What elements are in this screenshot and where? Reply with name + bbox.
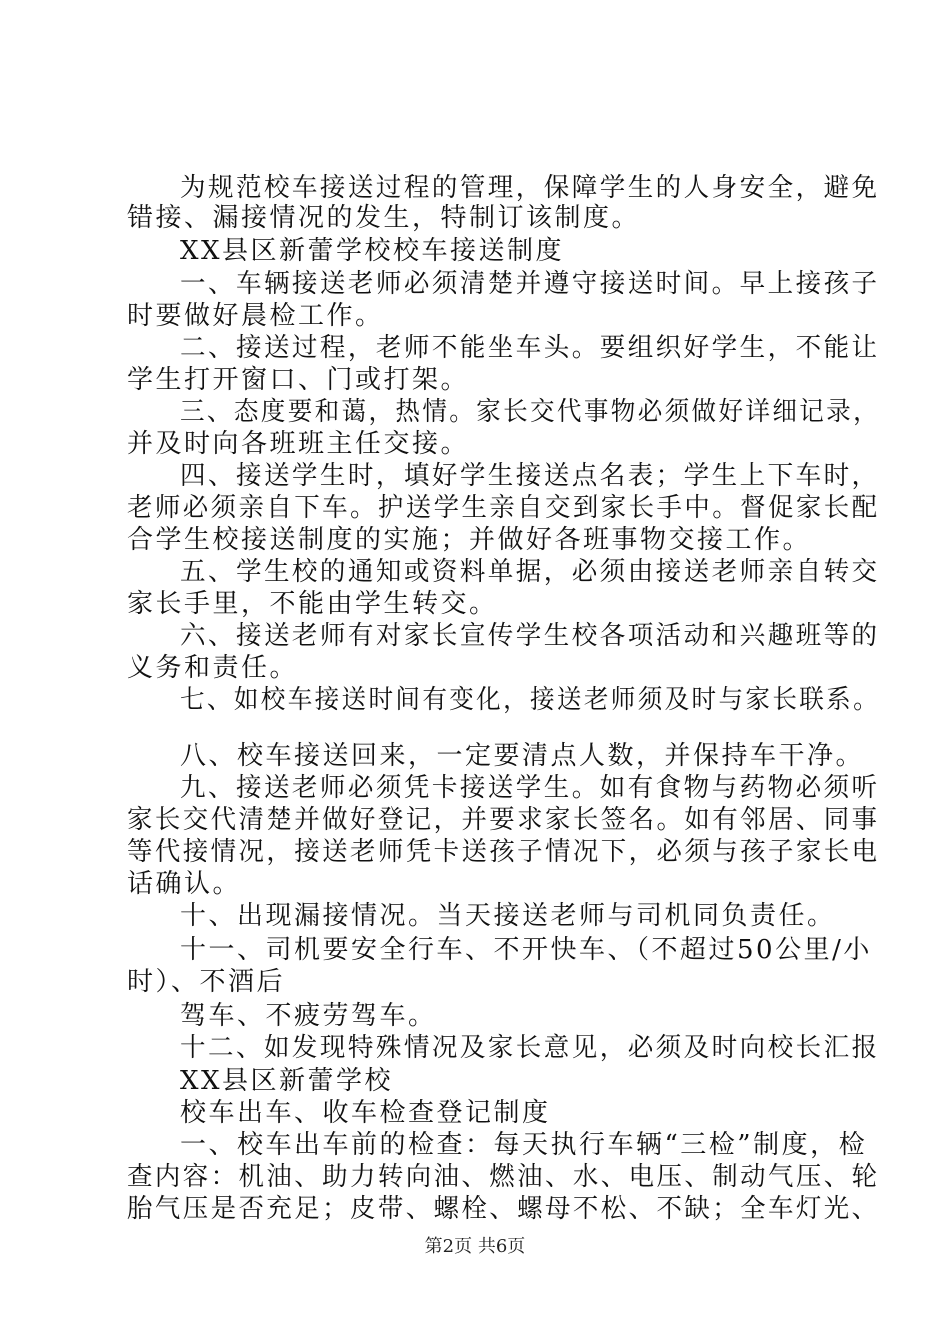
text-line: 老师必须亲自下车。护送学生亲自交到家长手中。督促家长配 <box>127 493 880 523</box>
text-line: 四、接送学生时，填好学生接送点名表；学生上下车时， <box>180 461 880 491</box>
text-line: 一、车辆接送老师必须清楚并遵守接送时间。早上接孩子 <box>180 269 880 299</box>
text-line: 错接、漏接情况的发生，特制订该制度。 <box>127 203 641 233</box>
section-heading: XX县区新蕾学校校车接送制度 <box>180 236 565 266</box>
text-line: 查内容：机油、助力转向油、燃油、水、电压、制动气压、轮 <box>127 1162 880 1192</box>
text-line: 并及时向各班班主任交接。 <box>127 429 470 459</box>
text-line: 学生打开窗口、门或打架。 <box>127 365 470 395</box>
text-line: 十一、司机要安全行车、不开快车、（不超过50公里/小 <box>180 935 872 965</box>
text-line: 三、态度要和蔼，热情。家长交代事物必须做好详细记录， <box>180 397 881 427</box>
text-line: 六、接送老师有对家长宣传学生校各项活动和兴趣班等的 <box>180 621 880 651</box>
text-line: 一、校车出车前的检查：每天执行车辆“三检”制度，检 <box>180 1130 868 1160</box>
section-heading: XX县区新蕾学校 <box>180 1066 394 1096</box>
text-line: 胎气压是否充足；皮带、螺栓、螺母不松、不缺；全车灯光、 <box>127 1194 880 1224</box>
text-line: 五、学生校的通知或资料单据，必须由接送老师亲自转交 <box>180 557 880 587</box>
text-line: 七、如校车接送时间有变化，接送老师须及时与家长联系。 <box>180 685 881 715</box>
text-line: 时要做好晨检工作。 <box>127 301 384 331</box>
section-heading: 校车出车、收车检查登记制度 <box>180 1098 551 1128</box>
text-line: 义务和责任。 <box>127 653 299 683</box>
text-line: 话确认。 <box>127 869 242 899</box>
text-line: 时）、不酒后 <box>127 967 286 997</box>
text-line: 二、接送过程，老师不能坐车头。要组织好学生，不能让 <box>180 333 880 363</box>
page-number-footer: 第2页 共6页 <box>424 1236 526 1257</box>
text-line: 为规范校车接送过程的管理，保障学生的人身安全，避免 <box>180 173 880 203</box>
text-line: 家长交代清楚并做好登记，并要求家长签名。如有邻居、同事 <box>127 805 880 835</box>
text-line: 十二、如发现特殊情况及家长意见，必须及时向校长汇报 <box>180 1033 880 1063</box>
text-line: 驾车、不疲劳驾车。 <box>180 1001 437 1031</box>
text-line: 家长手里，不能由学生转交。 <box>127 589 498 619</box>
text-line: 十、出现漏接情况。当天接送老师与司机同负责任。 <box>180 901 836 931</box>
text-line: 合学生校接送制度的实施；并做好各班事物交接工作。 <box>127 525 812 555</box>
text-line: 八、校车接送回来，一定要清点人数，并保持车干净。 <box>180 741 865 771</box>
text-line: 九、接送老师必须凭卡接送学生。如有食物与药物必须听 <box>180 773 880 803</box>
text-line: 等代接情况，接送老师凭卡送孩子情况下，必须与孩子家长电 <box>127 837 880 867</box>
